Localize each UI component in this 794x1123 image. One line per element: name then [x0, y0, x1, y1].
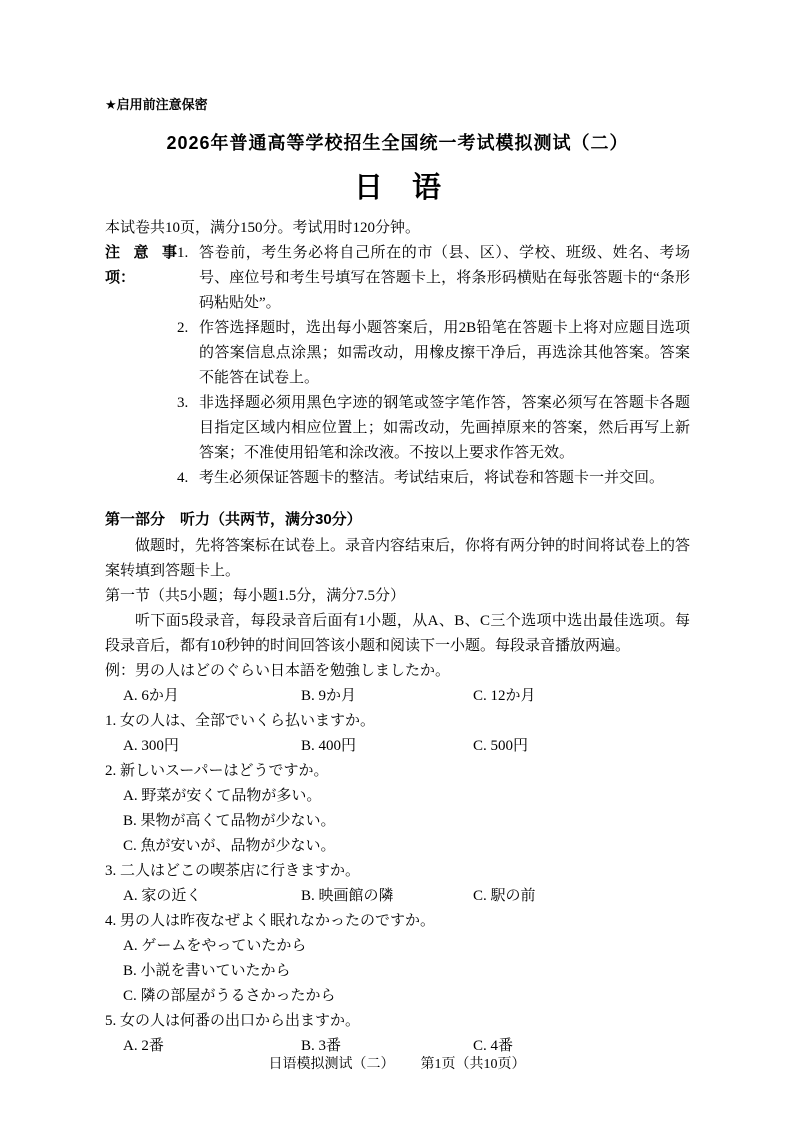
note-item-2: [177, 316, 690, 391]
option-b: B. 400円: [301, 738, 357, 754]
question-2: [105, 759, 690, 859]
confidential-notice: ★启用前注意保密: [105, 97, 208, 112]
footer-page-number: 第1页（共10页）: [420, 1057, 526, 1072]
option-a: A. 300円: [123, 738, 179, 754]
example-question: [105, 659, 690, 709]
option-a: A. ゲームをやっていたから: [123, 938, 307, 954]
exam-title: 2026年普通高等学校招生全国统一考试模拟测试（二）: [166, 133, 629, 153]
option-b: B. 映画館の隣: [301, 888, 394, 904]
option-a: A. 6か月: [123, 688, 179, 704]
note-number: 3.: [177, 395, 189, 411]
option-a: A. 2番: [123, 1038, 164, 1054]
note-number: 2.: [177, 320, 189, 336]
part1-heading: 第一部分 听力（共两节，满分30分）: [105, 511, 362, 528]
subject-title: 日 语: [353, 172, 441, 204]
page-footer: [0, 1052, 794, 1077]
option-b: B. 3番: [301, 1038, 342, 1054]
note-text: 非选择题必须用黑色字迹的钢笔或签字笔作答，答案必须写在答题卡各题目指定区域内相应位置上；如需改动，先画掉原来的答案，然后再写上新答案；不准使用铅笔和涂改液。不按以上要求作答无效。: [199, 395, 690, 461]
question-stem: 例：男の人はどのぐらい日本語を勉強しましたか。: [105, 663, 451, 679]
note-text: 作答选择题时，选出每小题答案后，用2B铅笔在答题卡上将对应题目选项的答案信息点涂黑；如需改动，用橡皮擦干净后，再选涂其他答案。答案不能答在试卷上。: [199, 320, 690, 386]
note-number: 4.: [177, 470, 189, 486]
note-item-3: [177, 391, 690, 466]
option-c: C. 4番: [473, 1038, 514, 1054]
option-c: C. 魚が安いが、品物が少ない。: [123, 838, 336, 854]
option-row: [105, 734, 690, 759]
option-c: C. 500円: [473, 738, 529, 754]
note-text: 答卷前，考生务必将自己所在的市（县、区）、学校、班级、姓名、考场号、座位号和考生号填写在答题卡上，将条形码横贴在每张答题卡的“条形码粘贴处”。: [199, 245, 690, 311]
note-number: 1.: [177, 245, 189, 261]
notes-list: [177, 241, 690, 491]
option-c: C. 駅の前: [473, 888, 536, 904]
option-c: C. 12か月: [473, 688, 536, 704]
note-item-4: [177, 466, 690, 491]
question-stem: 1. 女の人は、全部でいくら払いますか。: [105, 713, 376, 729]
note-item-1: [177, 241, 690, 316]
question-stem: 5. 女の人は何番の出口から出ますか。: [105, 1013, 361, 1029]
notes-label: 注意事项：: [105, 245, 177, 286]
option-a: A. 野菜が安くて品物が多い。: [123, 788, 322, 804]
question-4: [105, 909, 690, 1009]
section1-heading: 第一节（共5小题；每小题1.5分，满分7.5分）: [105, 588, 406, 604]
option-b: B. 小説を書いていたから: [123, 963, 291, 979]
question-stem: 4. 男の人は昨夜なぜよく眠れなかったのですか。: [105, 913, 436, 929]
option-b: B. 果物が高くて品物が少ない。: [123, 813, 336, 829]
option-b: B. 9か月: [301, 688, 357, 704]
footer-paper-name: 日语模拟测试（二）: [268, 1057, 395, 1072]
question-stem: 2. 新しいスーパーはどうですか。: [105, 763, 329, 779]
note-text: 考生必须保证答题卡的整洁。考试结束后，将试卷和答题卡一并交回。: [199, 470, 665, 486]
option-a: A. 家の近く: [123, 888, 202, 904]
exam-notes: [105, 241, 690, 491]
option-c: C. 隣の部屋がうるさかったから: [123, 988, 336, 1004]
question-1: [105, 709, 690, 759]
part1-intro: 做题时，先将答案标在试卷上。录音内容结束后，你将有两分钟的时间将试卷上的答案转填到答题卡上。: [105, 538, 691, 579]
question-3: [105, 859, 690, 909]
option-row: [105, 884, 690, 909]
paper-info: 本试卷共10页，满分150分。考试用时120分钟。: [105, 220, 421, 236]
section1-intro: 听下面5段录音，每段录音后面有1小题，从A、B、C三个选项中选出最佳选项。每段录音后，都有10秒钟的时间回答该小题和阅读下一小题。每段录音播放两遍。: [105, 613, 690, 654]
option-row: [105, 684, 690, 709]
question-stem: 3. 二人はどこの喫茶店に行きますか。: [105, 863, 361, 879]
